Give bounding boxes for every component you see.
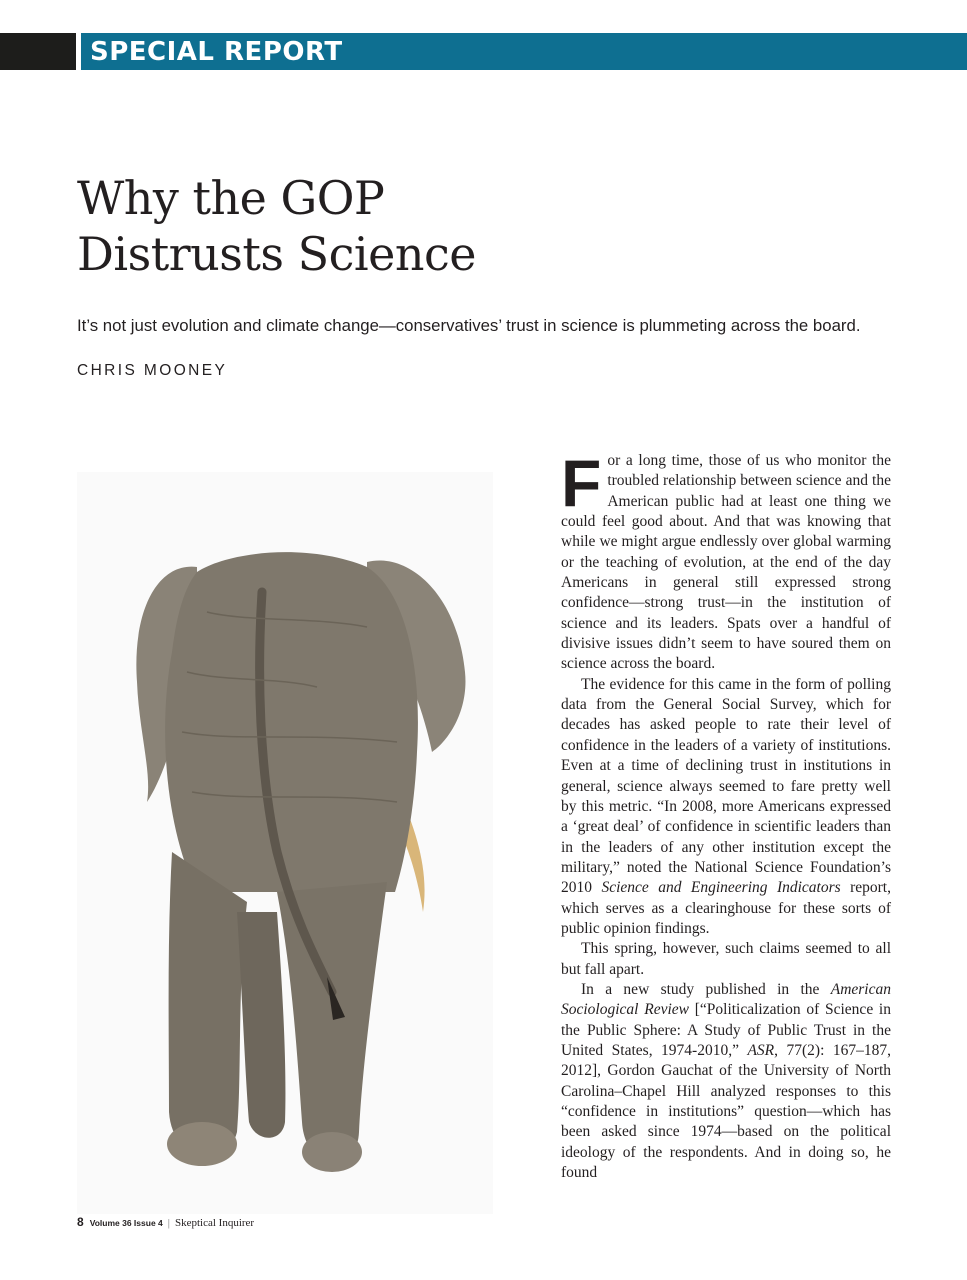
report-title: Science and Engineering Indicators [601, 879, 841, 897]
paragraph-2: The evidence for this came in the form of polling data from the General Social Survey, which for decades has asked people to rate their level of confidence in the leaders of a variety of institutions. Even at a time of declining trust in institutions in general, science always seemed to fare pretty well by this metric. “In 2008, more Americans expressed a ‘great deal’ of confidence in scientific leaders than in the leaders of any other institution except the military,” noted the National Science Foundation’s 2010 Science and Engineering Indicators report, which serves as a clearinghouse for these sorts of public opinion findings. [561, 675, 891, 937]
right-hind-leg [277, 882, 387, 1163]
paragraph-4: In a new study published in the American Sociological Review [“Politicalization of Science in the Public Sphere: A Study of Public Trust in the United States, 1974-2010,” ASR, 77(2): 167–187, 2012], Gordon Gauchat of the University of North Carolina–Chapel Hill analyzed responses to this “confidence in institutions” question—which has been asked since 1974—based on the political ideology of the respondents. And in doing so, he found [561, 980, 891, 1182]
title-line-1: Why the GOP [77, 171, 385, 225]
article-subtitle: It’s not just evolution and climate change—conservatives’ trust in science is plummeting across the board. [77, 316, 861, 335]
left-hind-leg [169, 852, 247, 1157]
volume-issue: Volume 36 Issue 4 [89, 1218, 163, 1228]
page-number: 8 [77, 1215, 84, 1229]
section-label: SPECIAL REPORT [90, 37, 343, 67]
front-leg [237, 912, 285, 1138]
title-line-2: Distrusts Science [77, 227, 476, 281]
journal-name: American Sociological Review [561, 980, 891, 1019]
elephant-photo [77, 472, 493, 1214]
article-title [77, 170, 677, 282]
elephant-body [165, 552, 418, 892]
paragraph-3: This spring, however, such claims seemed to all but fall apart. [561, 940, 891, 978]
right-foot [302, 1132, 362, 1172]
header-black-bar [0, 33, 76, 70]
left-foot [167, 1122, 237, 1166]
author-byline: CHRIS MOONEY [77, 362, 228, 379]
article-body [561, 446, 891, 1183]
elephant-illustration-icon [77, 472, 493, 1214]
drop-cap: F [561, 446, 602, 520]
magazine-name: Skeptical Inquirer [174, 1217, 255, 1229]
paragraph-1: For a long time, those of us who monitor the troubled relationship between science and the American public had at least one thing we could feel good about. And that was knowing that while we might argue endlessly over global warming or the teaching of evolution, at the end of the day Americans in general still expressed strong confidence—strong trust—in the institution of science and its leaders. Spats over a handful of divisive issues didn’t seem to have soured them on science across the board. [561, 446, 891, 673]
footer-separator: | [167, 1217, 170, 1229]
page-footer [77, 1215, 254, 1229]
journal-abbrev: ASR [747, 1041, 775, 1059]
